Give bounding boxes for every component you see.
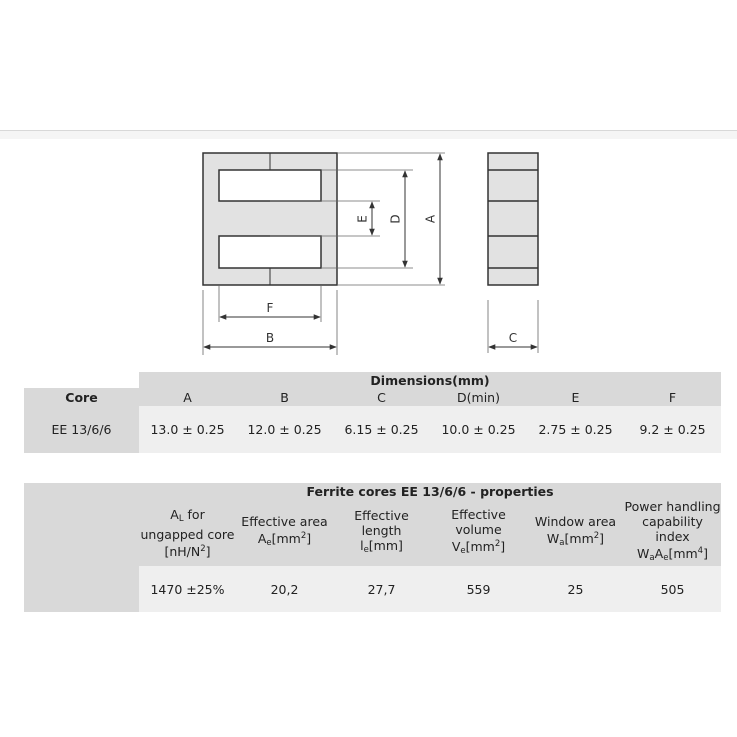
value-power-handling: 505 bbox=[624, 566, 721, 612]
value-le: 27,7 bbox=[333, 566, 430, 612]
properties-table bbox=[24, 483, 721, 612]
col-header-d: D(min) bbox=[430, 388, 527, 406]
value-f: 9.2 ± 0.25 bbox=[624, 406, 721, 453]
value-al: 1470 ±25% bbox=[139, 566, 236, 612]
col-header-e: E bbox=[527, 388, 624, 406]
dimensions-table bbox=[24, 372, 721, 453]
col-header-b: B bbox=[236, 388, 333, 406]
dimensions-title: Dimensions(mm) bbox=[139, 372, 721, 388]
header-ae: Effective area $A_e[mm^2]$ bbox=[236, 499, 333, 566]
value-b: 12.0 ± 0.25 bbox=[236, 406, 333, 453]
core-header: Core bbox=[24, 388, 139, 406]
dim-label-c: C bbox=[508, 331, 518, 345]
dim-label-b: B bbox=[265, 331, 275, 345]
value-ae: 20,2 bbox=[236, 566, 333, 612]
properties-title: Ferrite cores EE 13/6/6 - properties bbox=[139, 483, 721, 499]
side-view-core bbox=[488, 153, 538, 285]
header-ve: Effective volume $V_e[mm^2]$ bbox=[430, 499, 527, 566]
dim-label-a: A bbox=[423, 214, 438, 224]
header-power-handling: Power handling capability index $W_aA_e[mm^4]$ bbox=[624, 499, 721, 566]
dim-label-d: D bbox=[388, 214, 403, 224]
value-c: 6.15 ± 0.25 bbox=[333, 406, 430, 453]
dim-label-e: E bbox=[355, 215, 370, 223]
core-dimension-drawing bbox=[0, 140, 737, 360]
value-a: 13.0 ± 0.25 bbox=[139, 406, 236, 453]
table-row bbox=[24, 406, 721, 453]
col-header-f: F bbox=[624, 388, 721, 406]
col-header-a: A bbox=[139, 388, 236, 406]
value-d: 10.0 ± 0.25 bbox=[430, 406, 527, 453]
front-view-core bbox=[203, 153, 337, 285]
header-al: $A_L$ for ungapped core $[nH/N^2]$ bbox=[139, 499, 236, 566]
value-ve: 559 bbox=[430, 566, 527, 612]
header-wa: Window area $W_a[mm^2]$ bbox=[527, 499, 624, 566]
properties-side-cell bbox=[24, 483, 139, 612]
dim-label-f: F bbox=[266, 301, 274, 315]
core-name: EE 13/6/6 bbox=[24, 406, 139, 453]
top-divider bbox=[0, 130, 737, 139]
value-e: 2.75 ± 0.25 bbox=[527, 406, 624, 453]
col-header-c: C bbox=[333, 388, 430, 406]
header-le: Effective length $l_e[mm]$ bbox=[333, 499, 430, 566]
value-wa: 25 bbox=[527, 566, 624, 612]
